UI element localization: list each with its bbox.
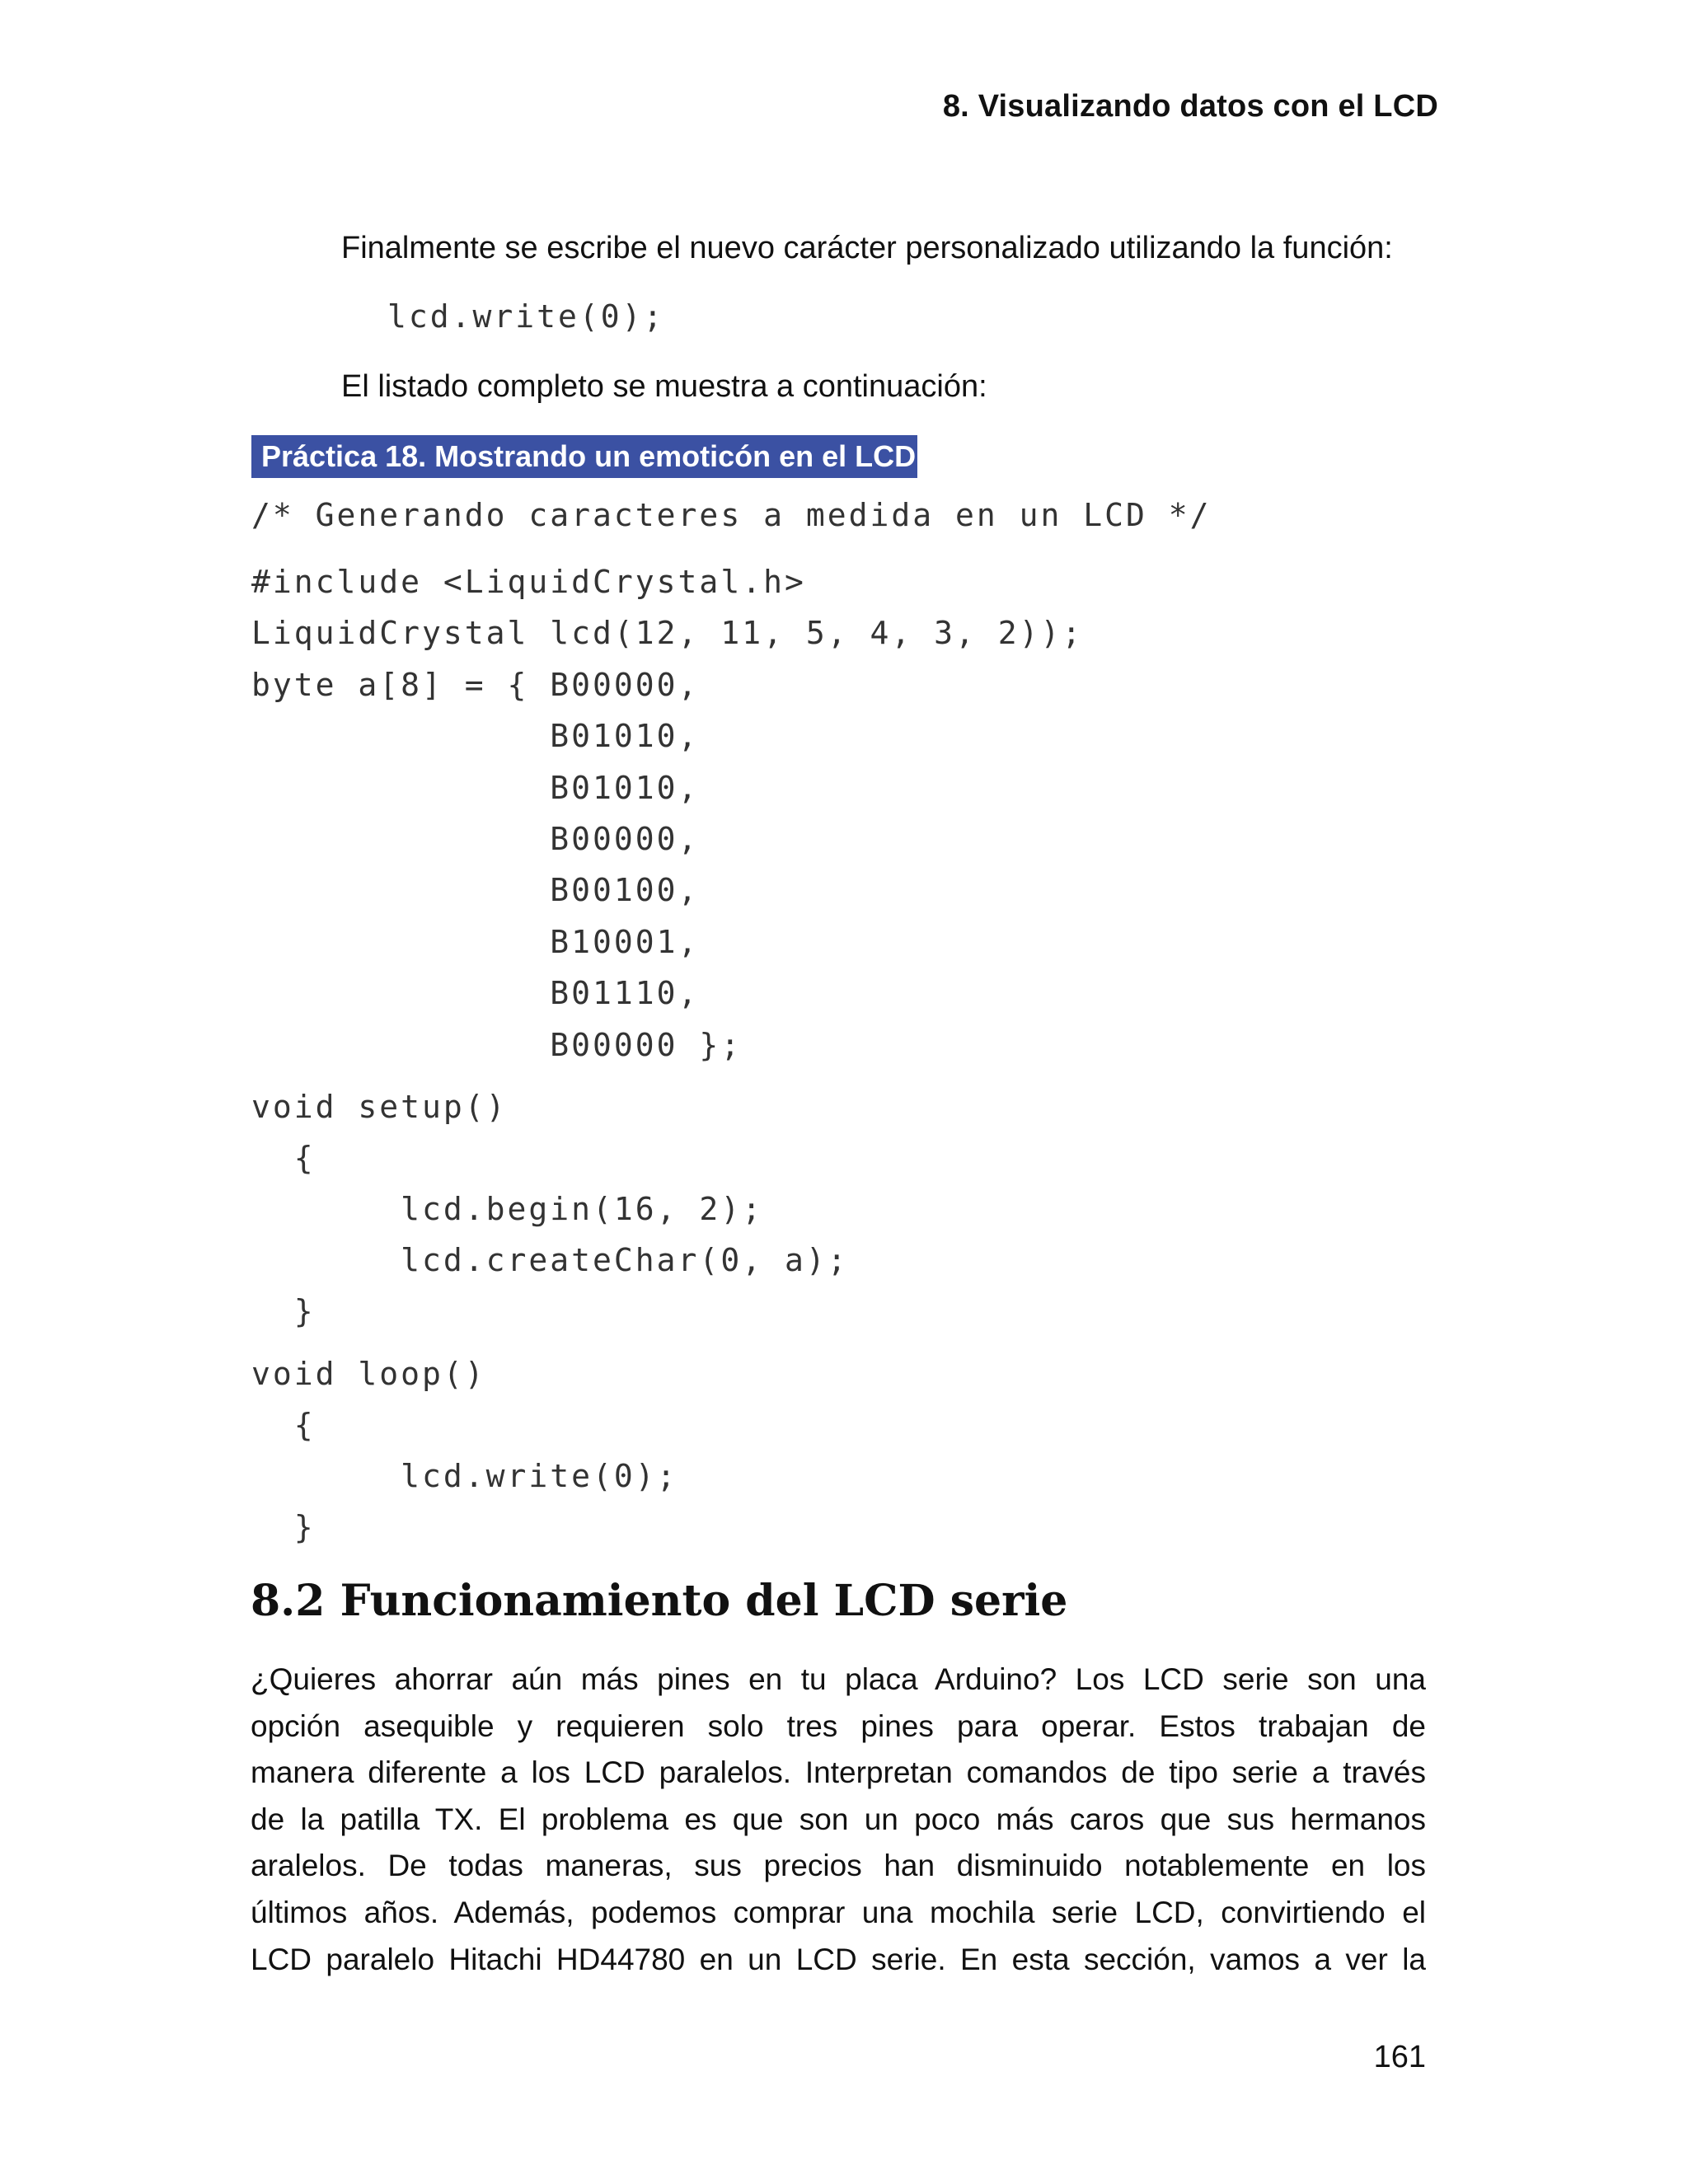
body-line: últimos años. Además, podemos comprar una mochila serie LCD, convirtiendo el — [251, 1895, 1426, 1929]
code-loop-function: void loop() { lcd.write(0); } — [251, 1356, 678, 1545]
intro-paragraph: Finalmente se escribe el nuevo carácter personalizado utilizando la función: — [341, 231, 1393, 265]
body-line: opción asequible y requieren solo tres pines para operar. Estos trabajan de — [251, 1708, 1426, 1743]
section-body-paragraph — [251, 1657, 1426, 1983]
running-header: 8. Visualizando datos con el LCD — [942, 89, 1438, 124]
code-declarations: #include <LiquidCrystal.h> LiquidCrystal lcd(12, 11, 5, 4, 3, 2)); byte a[8] = { B00000, B01010, B01010, B00000, B00100, B10001, B01110, B00000 }; — [251, 564, 1084, 1063]
code-setup-function: void setup() { lcd.begin(16, 2); lcd.createChar(0, a); } — [251, 1089, 849, 1329]
code-comment: /* Generando caracteres a medida en un LCD */ — [251, 497, 1212, 533]
body-line: aralelos. De todas maneras, sus precios han disminuido notablemente en los — [251, 1849, 1426, 1883]
body-line: manera diferente a los LCD paralelos. Interpretan comandos de tipo serie a través — [251, 1755, 1426, 1790]
body-line: de la patilla TX. El problema es que son un poco más caros que sus hermanos — [251, 1802, 1426, 1836]
page-number: 161 — [1373, 2040, 1426, 2074]
listing-intro-paragraph: El listado completo se muestra a continuación: — [341, 369, 987, 404]
section-heading: 8.2 Funcionamiento del LCD serie — [251, 1576, 1068, 1626]
body-line: LCD paralelo Hitachi HD44780 en un LCD serie. En esta sección, vamos a ver la — [251, 1942, 1426, 1976]
body-line: ¿Quieres ahorrar aún más pines en tu placa Arduino? Los LCD serie son una — [251, 1662, 1426, 1696]
practice-title: Práctica 18. Mostrando un emoticón en el LCD — [251, 435, 917, 478]
inline-code-example: lcd.write(0); — [387, 298, 665, 335]
